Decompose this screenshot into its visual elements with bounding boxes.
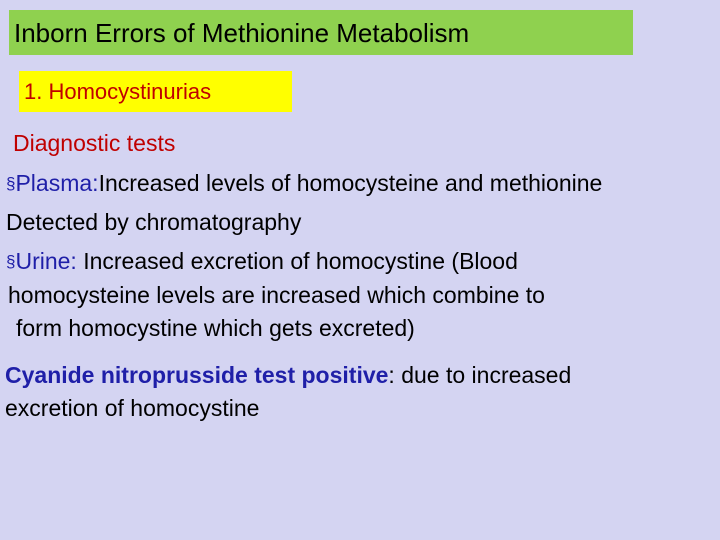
urine-text: Increased excretion of homocystine (Blood <box>76 248 518 274</box>
cyanide-text-line2: excretion of homocystine <box>5 395 260 421</box>
title-banner <box>9 10 633 55</box>
section-heading: Diagnostic tests <box>13 130 176 156</box>
slide-subtitle: 1. Homocystinurias <box>24 79 212 104</box>
plasma-label: Plasma: <box>15 170 99 196</box>
subtitle-banner <box>19 71 292 112</box>
plasma-text: Increased levels of homocysteine and methionine <box>98 170 603 196</box>
cyanide-label: Cyanide nitroprusside test positive <box>5 362 389 388</box>
plasma-line <box>6 168 602 199</box>
urine-line <box>6 246 518 277</box>
bullet-icon: § <box>6 174 16 193</box>
urine-text-line2: homocysteine levels are increased which combine to <box>8 282 545 308</box>
slide-title: Inborn Errors of Methionine Metabolism <box>14 18 470 48</box>
cyanide-line <box>5 360 571 390</box>
urine-text-line3: form homocystine which gets excreted) <box>16 315 415 341</box>
urine-label: Urine: <box>15 248 77 274</box>
cyanide-text: : due to increased <box>388 362 572 388</box>
plasma-detail: Detected by chromatography <box>6 209 302 235</box>
bullet-icon: § <box>6 252 16 271</box>
